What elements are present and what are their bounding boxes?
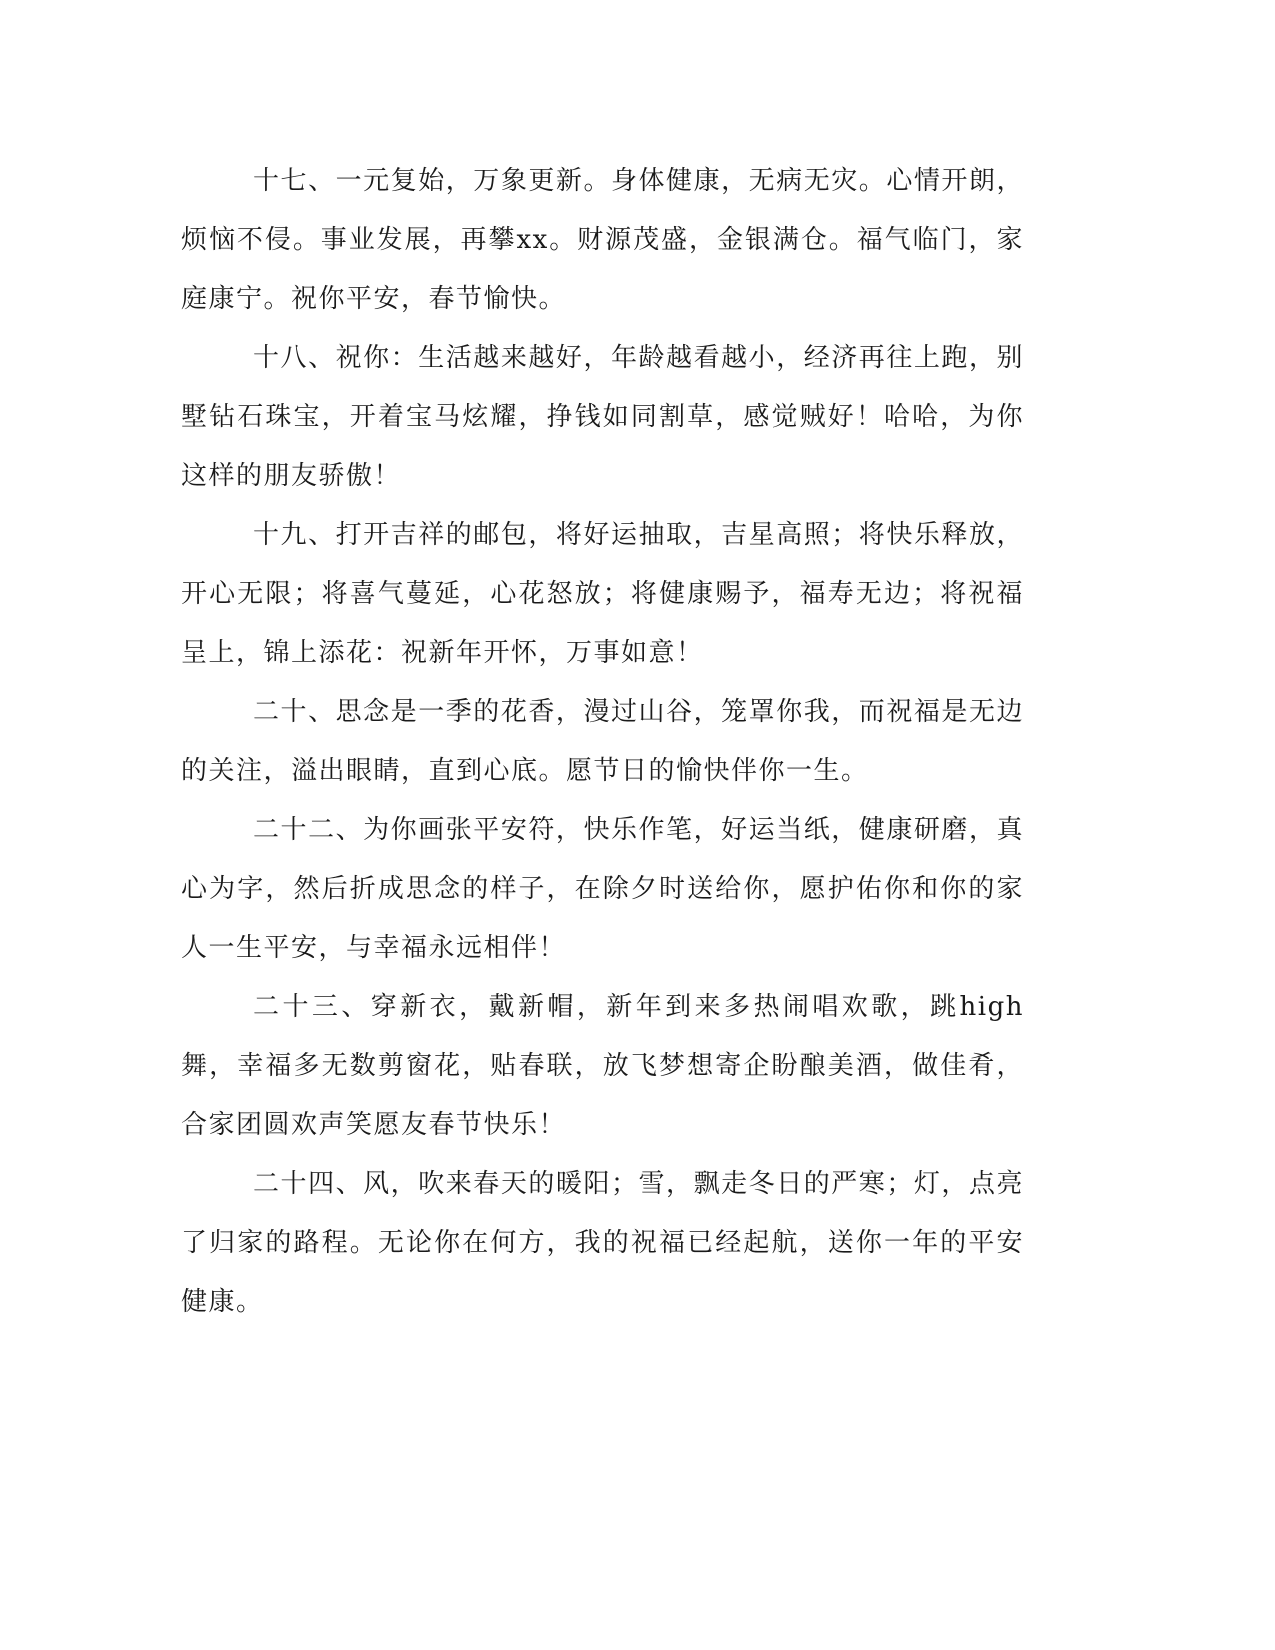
paragraph-22: 二十二、为你画张平安符，快乐作笔，好运当纸，健康研磨，真心为字，然后折成思念的样子，在除夕时送给你，愿护佑你和你的家人一生平安，与幸福永远相伴！ xyxy=(181,815,1024,963)
paragraph-17: 十七、一元复始，万象更新。身体健康，无病无灾。心情开朗，烦恼不侵。事业发展，再攀xx。财源茂盛，金银满仓。福气临门，家庭康宁。祝你平安，春节愉快。 xyxy=(181,166,1024,314)
paragraph-23: 二十三、穿新衣，戴新帽，新年到来多热闹唱欢歌，跳high舞，幸福多无数剪窗花，贴春联，放飞梦想寄企盼酿美酒，做佳肴，合家团圆欢声笑愿友春节快乐！ xyxy=(181,992,1024,1140)
paragraph-24: 二十四、风，吹来春天的暖阳；雪，飘走冬日的严寒；灯，点亮了归家的路程。无论你在何方，我的祝福已经起航，送你一年的平安健康。 xyxy=(181,1169,1024,1317)
paragraph-19: 十九、打开吉祥的邮包，将好运抽取，吉星高照；将快乐释放，开心无限；将喜气蔓延，心花怒放；将健康赐予，福寿无边；将祝福呈上，锦上添花：祝新年开怀，万事如意！ xyxy=(181,520,1024,668)
document-body xyxy=(181,152,1024,1332)
paragraph-20: 二十、思念是一季的花香，漫过山谷，笼罩你我，而祝福是无边的关注，溢出眼睛，直到心底。愿节日的愉快伴你一生。 xyxy=(181,697,1024,786)
paragraph-18: 十八、祝你：生活越来越好，年龄越看越小，经济再往上跑，别墅钻石珠宝，开着宝马炫耀，挣钱如同割草，感觉贼好！哈哈，为你这样的朋友骄傲！ xyxy=(181,343,1024,491)
